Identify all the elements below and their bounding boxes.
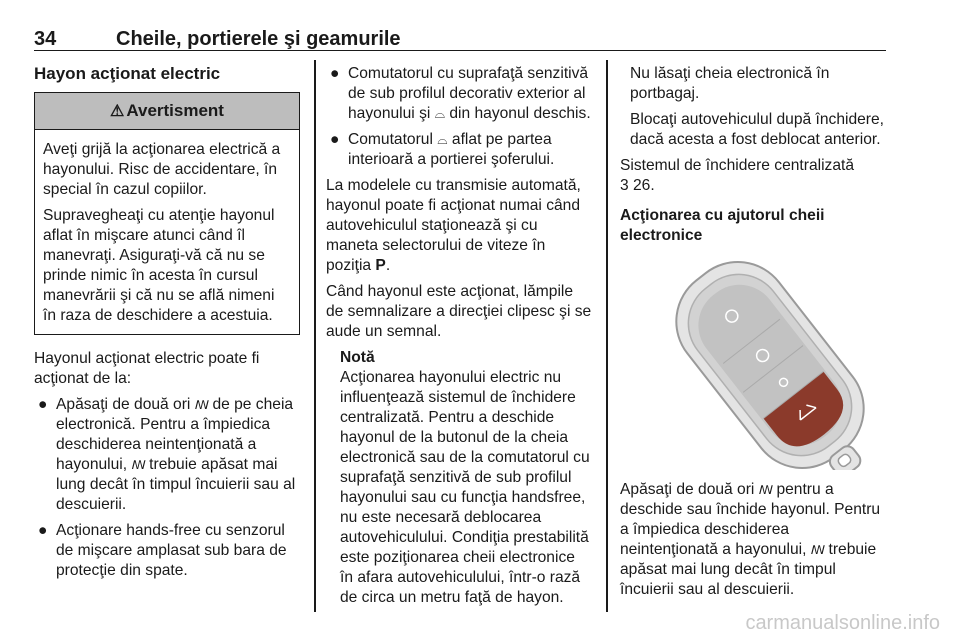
warning-paragraph: Aveţi grijă la acţionarea electrică a hayonului. Risc de accidentare, în special în cazul copiilor. [43,141,281,198]
text: Apăsaţi de două ori [56,396,191,413]
page-reference: 3 26. [620,177,655,194]
text: Comutatorul [348,131,433,148]
list-item [34,395,300,515]
bullet-list [34,395,300,581]
tailgate-key-icon: ꟿ [758,483,773,497]
intro-paragraph: Hayonul acţionat electric poate fi acţionat de la: [34,350,260,387]
paragraph: Când hayonul este acţionat, lămpile de semnalizare a direcţiei clipesc şi se aude un semnal. [326,283,592,340]
text: trebuie apăsat mai lung decât în timpul încuierii sau al descuierii. [56,456,296,513]
bullet-list [326,64,592,170]
section-title: Hayon acţionat electric [34,64,221,83]
text: Acţionare hands-free cu senzorul de mişcare amplasat sub bara de protecţie din spate. [56,522,287,579]
tailgate-key-icon: ꟿ [194,398,209,412]
column-1 [34,64,300,587]
warning-title: Avertisment [126,101,224,120]
note-body: Acţionarea hayonului electric nu influenţează sistemul de închidere centralizată. Pentru a deschide hayonul de la butonul de la cheia electronică sau de la comutatorul cu suprafaţă senzitivă de sub profilul hayonului sau cu funcţia handsfree, nu este necesară deblocarea autovehiculului. Condiţia prestabilită este poziţionarea cheii electronice în afara autovehiculului, într-o rază de circa un metru faţă de hayon. [340,369,590,606]
note-continued [620,64,886,150]
warning-triangle-icon: ⚠ [110,103,125,120]
column-divider [314,60,316,612]
tailgate-key-icon: ꟿ [131,458,145,472]
paragraph [620,480,886,600]
note-paragraph: Blocaţi autovehiculul după închidere, dacă acesta a fost deblocat anterior. [630,111,884,148]
tailgate-switch-icon: ⌓ [437,132,448,147]
warning-header [35,93,299,130]
text: trebuie apăsat mai lung decât în timpul încuierii sau al descuierii. [620,541,877,598]
warning-paragraph: Supravegheaţi cu atenţie hayonul aflat în mişcare atunci când îl manevraţi. Asiguraţi-vă că nu se prinde nimic în acesta în cursul manevrării şi că nu se află nimeni în raza de deschidere a acestuia. [43,207,275,324]
chapter-title: Cheile, portierele şi geamurile [116,28,401,50]
electronic-key-illustration [620,260,886,470]
column-divider [606,60,608,612]
text: din hayonul deschis. [449,105,591,122]
tailgate-switch-icon: ⌓ [434,106,445,121]
text: . [385,257,391,274]
text: Comutatorul cu suprafaţă senzitivă de sub profilul decorativ exterior al hayonului şi [348,65,589,122]
list-item [326,64,592,124]
tailgate-key-icon: ꟿ [810,543,825,557]
text: pentru a deschide sau închide hayonul. Pentru a împiedica deschiderea neintenţionată a hayonului, [620,481,881,558]
note-title: Notă [340,349,375,366]
watermark: carmanualsonline.info [745,612,940,634]
subheading: Acţionarea cu ajutorul cheii electronice [620,207,825,244]
bullet-icon: ● [330,131,340,148]
bullet-icon: ● [330,65,340,82]
note-block [326,348,592,608]
text: La modelele cu transmisie automată, hayonul poate fi acţionat numai când autovehiculul staţionează şi cu maneta selectorului de viteze în poziţia [326,177,581,274]
paragraph [326,176,592,276]
text: aflat pe partea interioară a portierei şoferului. [348,131,555,168]
list-item [326,130,592,170]
text: Apăsaţi de două ori [620,481,755,498]
page-number: 34 [34,28,57,50]
page-header [34,28,886,51]
list-item [34,521,300,581]
text: Sistemul de închidere centralizată [620,157,855,174]
note-paragraph: Nu lăsaţi cheia electronică în portbagaj. [630,65,830,102]
text: de pe cheia electronică. Pentru a împiedica deschiderea neintenţionată a hayonului, [56,396,294,473]
paragraph [620,156,886,196]
column-2 [326,64,592,614]
bullet-icon: ● [38,396,48,413]
gear-position-p: P [375,257,386,274]
bullet-icon: ● [38,522,48,539]
warning-body [35,130,299,334]
column-3 [620,64,886,606]
warning-box [34,92,300,335]
